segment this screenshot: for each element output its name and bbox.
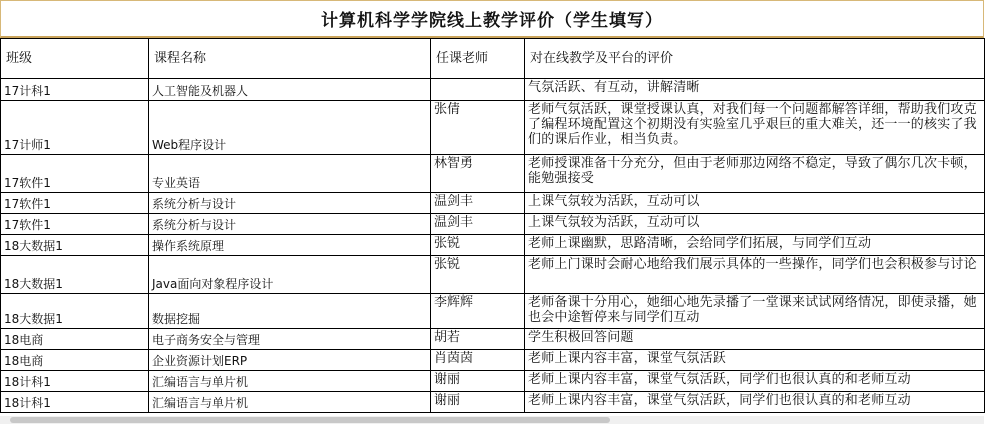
cell-course[interactable]: 企业资源计划ERP bbox=[149, 350, 431, 371]
table-row bbox=[1, 371, 985, 392]
cell-course[interactable]: 数据挖掘 bbox=[149, 294, 431, 329]
cell-course[interactable]: 电子商务安全与管理 bbox=[149, 329, 431, 350]
table-row bbox=[1, 294, 985, 329]
cell-teacher[interactable]: 张倩 bbox=[431, 101, 525, 155]
table-row bbox=[1, 256, 985, 294]
cell-class[interactable]: 18大数据1 bbox=[1, 235, 149, 256]
cell-class[interactable]: 18电商 bbox=[1, 329, 149, 350]
cell-class[interactable]: 18计科1 bbox=[1, 392, 149, 413]
cell-course[interactable]: 汇编语言与单片机 bbox=[149, 371, 431, 392]
cell-teacher[interactable]: 温剑丰 bbox=[431, 214, 525, 235]
cell-class[interactable]: 18电商 bbox=[1, 350, 149, 371]
cell-comment[interactable]: 上课气氛较为活跃，互动可以 bbox=[525, 193, 985, 214]
cell-comment[interactable]: 老师上课内容丰富，课堂气氛活跃，同学们也很认真的和老师互动 bbox=[525, 371, 985, 392]
cell-course[interactable]: Java面向对象程序设计 bbox=[149, 256, 431, 294]
cell-comment[interactable]: 气氛活跃、有互动，讲解清晰 bbox=[525, 79, 985, 101]
cell-teacher[interactable]: 张锐 bbox=[431, 256, 525, 294]
cell-class[interactable]: 18计科1 bbox=[1, 371, 149, 392]
table-row bbox=[1, 329, 985, 350]
cell-course[interactable]: 系统分析与设计 bbox=[149, 193, 431, 214]
cell-comment[interactable]: 老师备课十分用心，她细心地先录播了一堂课来试试网络情况，即使录播，她也会中途暂停来与同学们互动 bbox=[525, 294, 985, 329]
cell-class[interactable]: 17计科1 bbox=[1, 79, 149, 101]
cell-course[interactable]: 汇编语言与单片机 bbox=[149, 392, 431, 413]
cell-comment[interactable]: 老师上课内容丰富，课堂气氛活跃，同学们也很认真的和老师互动 bbox=[525, 392, 985, 413]
cell-class[interactable]: 17软件1 bbox=[1, 193, 149, 214]
table-row bbox=[1, 101, 985, 155]
cell-class[interactable]: 17软件1 bbox=[1, 214, 149, 235]
header-comment[interactable]: 对在线教学及平台的评价 bbox=[525, 39, 985, 79]
table-row bbox=[1, 193, 985, 214]
scrollbar-thumb[interactable] bbox=[10, 417, 610, 423]
header-course[interactable]: 课程名称 bbox=[149, 39, 431, 79]
cell-comment[interactable]: 老师上课幽默，思路清晰，会给同学们拓展，与同学们互动 bbox=[525, 235, 985, 256]
cell-teacher[interactable]: 谢丽 bbox=[431, 392, 525, 413]
cell-teacher[interactable]: 李辉辉 bbox=[431, 294, 525, 329]
header-row bbox=[1, 39, 985, 79]
table-row bbox=[1, 235, 985, 256]
table-row bbox=[1, 392, 985, 413]
table-row bbox=[1, 214, 985, 235]
cell-comment[interactable]: 老师气氛活跃，课堂授课认真，对我们每一个问题都解答详细，帮助我们攻克了编程环境配置这个初期没有实验室几乎艰巨的重大难关，还一一的核实了我们的课后作业，相当负责。 bbox=[525, 101, 985, 155]
table-row bbox=[1, 350, 985, 371]
cell-class[interactable]: 18大数据1 bbox=[1, 256, 149, 294]
cell-comment[interactable]: 老师上课内容丰富，课堂气氛活跃 bbox=[525, 350, 985, 371]
header-teacher[interactable]: 任课老师 bbox=[431, 39, 525, 79]
table-row bbox=[1, 155, 985, 193]
cell-teacher[interactable]: 胡若 bbox=[431, 329, 525, 350]
sheet-title: 计算机科学学院线上教学评价（学生填写） bbox=[0, 0, 984, 38]
cell-comment[interactable]: 老师授课准备十分充分，但由于老师那边网络不稳定，导致了偶尔几次卡顿，能勉强接受 bbox=[525, 155, 985, 193]
cell-teacher[interactable]: 张锐 bbox=[431, 235, 525, 256]
cell-course[interactable]: Web程序设计 bbox=[149, 101, 431, 155]
cell-teacher[interactable]: 温剑丰 bbox=[431, 193, 525, 214]
cell-class[interactable]: 18大数据1 bbox=[1, 294, 149, 329]
header-class[interactable]: 班级 bbox=[1, 39, 149, 79]
cell-teacher[interactable]: 林智勇 bbox=[431, 155, 525, 193]
horizontal-scrollbar[interactable] bbox=[0, 416, 984, 424]
cell-class[interactable]: 17软件1 bbox=[1, 155, 149, 193]
cell-course[interactable]: 专业英语 bbox=[149, 155, 431, 193]
cell-teacher[interactable]: 谢丽 bbox=[431, 371, 525, 392]
cell-course[interactable]: 系统分析与设计 bbox=[149, 214, 431, 235]
cell-class[interactable]: 17计师1 bbox=[1, 101, 149, 155]
cell-course[interactable]: 人工智能及机器人 bbox=[149, 79, 431, 101]
evaluation-table bbox=[0, 38, 985, 413]
cell-comment[interactable]: 老师上门课时会耐心地给我们展示具体的一些操作，同学们也会积极参与讨论 bbox=[525, 256, 985, 294]
cell-course[interactable]: 操作系统原理 bbox=[149, 235, 431, 256]
cell-teacher[interactable] bbox=[431, 79, 525, 101]
cell-comment[interactable]: 学生积极回答问题 bbox=[525, 329, 985, 350]
table-row bbox=[1, 79, 985, 101]
cell-comment[interactable]: 上课气氛较为活跃，互动可以 bbox=[525, 214, 985, 235]
cell-teacher[interactable]: 肖茵茵 bbox=[431, 350, 525, 371]
